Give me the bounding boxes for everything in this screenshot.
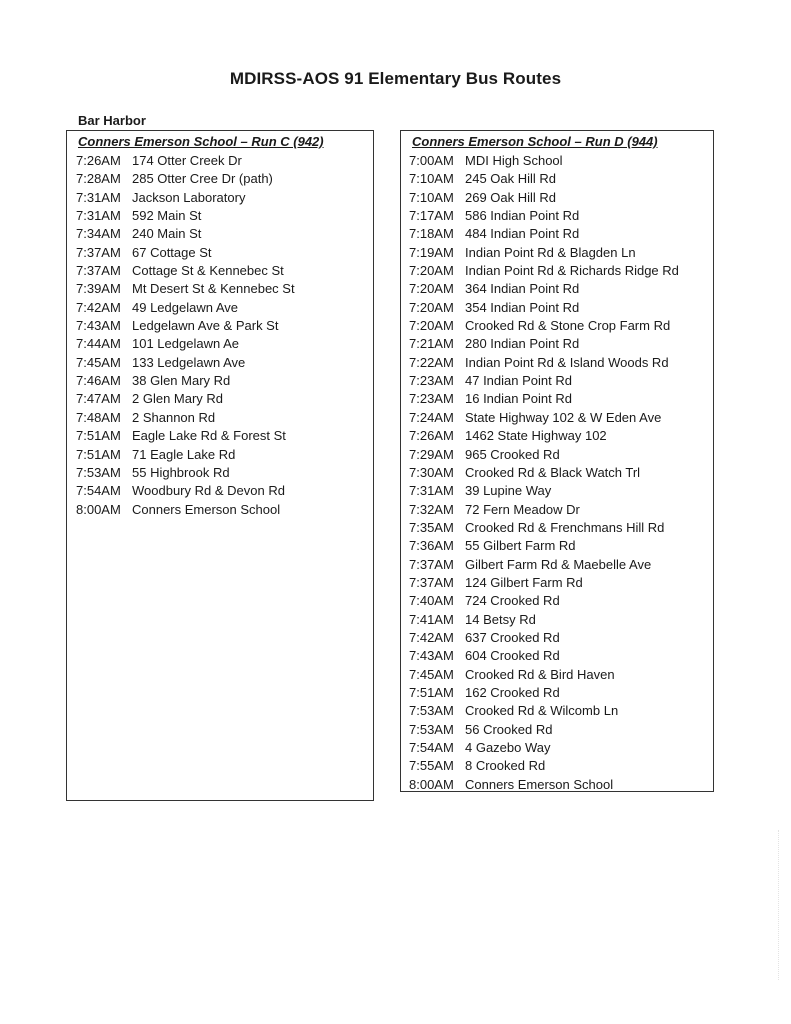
stop-place: Crooked Rd & Black Watch Trl <box>465 464 641 480</box>
stop-place: 72 Fern Meadow Dr <box>465 501 580 517</box>
stop-place: 133 Ledgelawn Ave <box>132 354 246 370</box>
route-header-run-c: Conners Emerson School – Run C (942) <box>78 134 324 149</box>
stop-time: 7:21AM <box>409 336 454 352</box>
stop-row <box>409 574 679 592</box>
stop-time: 7:30AM <box>409 464 454 480</box>
stop-place: 162 Crooked Rd <box>465 684 560 700</box>
stop-list-run-c <box>76 152 295 519</box>
route-box-run-d <box>400 130 714 792</box>
stop-place: Crooked Rd & Stone Crop Farm Rd <box>465 318 671 334</box>
stop-time: 7:37AM <box>409 556 454 572</box>
stop-row <box>409 299 679 317</box>
stop-row <box>409 757 679 775</box>
stop-row <box>409 721 679 739</box>
stop-place: 280 Indian Point Rd <box>465 336 580 352</box>
stop-time: 7:34AM <box>76 226 121 242</box>
stop-row <box>76 427 295 445</box>
stop-time: 7:37AM <box>409 574 454 590</box>
stop-row <box>409 390 679 408</box>
stop-place: 101 Ledgelawn Ae <box>132 336 239 352</box>
stop-row <box>409 317 679 335</box>
stop-time: 7:26AM <box>409 428 454 444</box>
stop-time: 7:48AM <box>76 409 121 425</box>
stop-row <box>76 354 295 372</box>
stop-place: Indian Point Rd & Blagden Ln <box>465 244 636 260</box>
stop-row <box>409 647 679 665</box>
area-label: Bar Harbor <box>78 113 146 128</box>
stop-place: Crooked Rd & Bird Haven <box>465 666 615 682</box>
stop-place: 56 Crooked Rd <box>465 721 553 737</box>
stop-time: 7:44AM <box>76 336 121 352</box>
stop-time: 7:23AM <box>409 391 454 407</box>
stop-row <box>409 739 679 757</box>
stop-row <box>76 409 295 427</box>
stop-place: 364 Indian Point Rd <box>465 281 580 297</box>
stop-row <box>409 354 679 372</box>
stop-place: Woodbury Rd & Devon Rd <box>132 483 285 499</box>
stop-time: 7:41AM <box>409 611 454 627</box>
stop-place: 1462 State Highway 102 <box>465 428 607 444</box>
stop-place: 174 Otter Creek Dr <box>132 153 242 168</box>
stop-time: 7:51AM <box>76 428 121 444</box>
stop-place: Ledgelawn Ave & Park St <box>132 318 279 334</box>
stop-row <box>409 702 679 720</box>
stop-row <box>76 189 295 207</box>
stop-row <box>76 170 295 188</box>
stop-time: 7:28AM <box>76 171 121 187</box>
stop-time: 7:20AM <box>409 299 454 315</box>
stop-row <box>409 427 679 445</box>
stop-row <box>76 152 295 170</box>
stop-time: 7:37AM <box>76 263 121 279</box>
stop-place: Conners Emerson School <box>465 776 614 792</box>
stop-place: 4 Gazebo Way <box>465 740 551 755</box>
stop-place: 592 Main St <box>132 208 202 224</box>
stop-place: 637 Crooked Rd <box>465 629 560 645</box>
stop-time: 7:20AM <box>409 281 454 297</box>
stop-time: 7:37AM <box>76 244 121 260</box>
stop-row <box>76 372 295 390</box>
stop-row <box>76 390 295 408</box>
stop-row <box>409 501 679 519</box>
stop-row <box>409 189 679 207</box>
stop-place: 2 Glen Mary Rd <box>132 391 224 407</box>
stop-time: 7:51AM <box>409 684 454 700</box>
stop-time: 7:36AM <box>409 538 454 554</box>
stop-place: 240 Main St <box>132 226 202 242</box>
stop-time: 7:40AM <box>409 593 454 609</box>
stop-time: 7:51AM <box>76 446 121 462</box>
stop-time: 7:43AM <box>409 648 454 664</box>
stop-time: 7:54AM <box>76 483 121 499</box>
stop-place: Mt Desert St & Kennebec St <box>132 281 295 297</box>
stop-row <box>409 207 679 225</box>
stop-time: 7:10AM <box>409 171 454 187</box>
stop-place: 484 Indian Point Rd <box>465 226 580 242</box>
stop-row <box>409 556 679 574</box>
stop-row <box>409 225 679 243</box>
stop-row <box>409 409 679 427</box>
stop-place: 38 Glen Mary Rd <box>132 373 231 389</box>
stop-time: 7:26AM <box>76 153 121 168</box>
stop-time: 7:10AM <box>409 189 454 205</box>
stop-time: 8:00AM <box>76 501 121 517</box>
stop-row <box>409 482 679 500</box>
stop-place: 55 Highbrook Rd <box>132 464 230 480</box>
stop-time: 7:00AM <box>409 153 454 168</box>
stop-row <box>409 152 679 170</box>
stop-row <box>409 629 679 647</box>
stop-time: 7:23AM <box>409 373 454 389</box>
stop-row <box>76 482 295 500</box>
stop-row <box>76 501 295 519</box>
stop-time: 8:00AM <box>409 776 454 792</box>
scan-artifact <box>778 830 780 980</box>
stop-place: 47 Indian Point Rd <box>465 373 572 389</box>
stop-time: 7:35AM <box>409 519 454 535</box>
stop-place: 39 Lupine Way <box>465 483 552 499</box>
stop-place: 71 Eagle Lake Rd <box>132 446 236 462</box>
stop-row <box>76 262 295 280</box>
stop-place: 2 Shannon Rd <box>132 409 216 425</box>
stop-time: 7:31AM <box>409 483 454 499</box>
stop-row <box>409 684 679 702</box>
stop-row <box>409 170 679 188</box>
stop-row <box>409 592 679 610</box>
stop-time: 7:18AM <box>409 226 454 242</box>
stop-time: 7:20AM <box>409 318 454 334</box>
stop-place: 965 Crooked Rd <box>465 446 560 462</box>
stop-row <box>76 464 295 482</box>
stop-place: MDI High School <box>465 153 563 168</box>
stop-row <box>409 335 679 353</box>
stop-time: 7:32AM <box>409 501 454 517</box>
stop-row <box>409 537 679 555</box>
stop-place: Indian Point Rd & Island Woods Rd <box>465 354 669 370</box>
stop-row <box>409 446 679 464</box>
stop-time: 7:42AM <box>409 629 454 645</box>
stop-row <box>76 244 295 262</box>
stop-time: 7:43AM <box>76 318 121 334</box>
stop-time: 7:53AM <box>409 721 454 737</box>
stop-place: 285 Otter Cree Dr (path) <box>132 171 273 187</box>
page-title: MDIRSS-AOS 91 Elementary Bus Routes <box>229 69 562 88</box>
stop-time: 7:55AM <box>409 758 454 774</box>
stop-place: Indian Point Rd & Richards Ridge Rd <box>465 263 679 279</box>
stop-time: 7:45AM <box>76 354 121 370</box>
stop-row <box>76 299 295 317</box>
stop-place: Crooked Rd & Wilcomb Ln <box>465 703 619 719</box>
stop-row <box>76 446 295 464</box>
stop-place: 269 Oak Hill Rd <box>465 189 557 205</box>
stop-row <box>409 262 679 280</box>
stop-time: 7:39AM <box>76 281 121 297</box>
stop-time: 7:29AM <box>409 446 454 462</box>
stop-place: Cottage St & Kennebec St <box>132 263 284 279</box>
stop-place: 16 Indian Point Rd <box>465 391 572 407</box>
stop-place: 354 Indian Point Rd <box>465 299 580 315</box>
stop-time: 7:24AM <box>409 409 454 425</box>
stop-time: 7:53AM <box>76 464 121 480</box>
stop-place: 724 Crooked Rd <box>465 593 560 609</box>
stop-time: 7:53AM <box>409 703 454 719</box>
stop-row <box>409 280 679 298</box>
stop-place: State Highway 102 & W Eden Ave <box>465 409 662 425</box>
stop-time: 7:54AM <box>409 740 454 755</box>
stop-row <box>76 207 295 225</box>
stop-time: 7:22AM <box>409 354 454 370</box>
stop-row <box>409 372 679 390</box>
stop-place: Crooked Rd & Frenchmans Hill Rd <box>465 519 665 535</box>
stop-row <box>409 666 679 684</box>
stop-place: 49 Ledgelawn Ave <box>132 299 239 315</box>
stop-row <box>409 464 679 482</box>
stop-place: 67 Cottage St <box>132 244 212 260</box>
stop-row <box>409 519 679 537</box>
stop-row <box>409 776 679 794</box>
stop-place: Eagle Lake Rd & Forest St <box>132 428 286 444</box>
stop-place: Jackson Laboratory <box>132 189 246 205</box>
stop-row <box>76 225 295 243</box>
stop-place: 14 Betsy Rd <box>465 611 536 627</box>
stop-place: 245 Oak Hill Rd <box>465 171 557 187</box>
stop-place: 124 Gilbert Farm Rd <box>465 574 583 590</box>
stop-time: 7:31AM <box>76 189 121 205</box>
stop-list-run-d <box>409 152 679 794</box>
route-box-run-c <box>66 130 374 801</box>
stop-place: 604 Crooked Rd <box>465 648 560 664</box>
stop-row <box>409 244 679 262</box>
stop-time: 7:42AM <box>76 299 121 315</box>
stop-place: 55 Gilbert Farm Rd <box>465 538 576 554</box>
stop-time: 7:31AM <box>76 208 121 224</box>
stop-time: 7:45AM <box>409 666 454 682</box>
stop-time: 7:20AM <box>409 263 454 279</box>
stop-time: 7:17AM <box>409 208 454 224</box>
stop-place: 8 Crooked Rd <box>465 758 546 774</box>
stop-place: Gilbert Farm Rd & Maebelle Ave <box>465 556 652 572</box>
stop-time: 7:19AM <box>409 244 454 260</box>
stop-row <box>76 280 295 298</box>
stop-row <box>76 317 295 335</box>
stop-time: 7:46AM <box>76 373 121 389</box>
route-header-run-d: Conners Emerson School – Run D (944) <box>412 134 658 149</box>
stop-place: 586 Indian Point Rd <box>465 208 580 224</box>
stop-row <box>409 611 679 629</box>
stop-place: Conners Emerson School <box>132 501 281 517</box>
stop-row <box>76 335 295 353</box>
stop-time: 7:47AM <box>76 391 121 407</box>
